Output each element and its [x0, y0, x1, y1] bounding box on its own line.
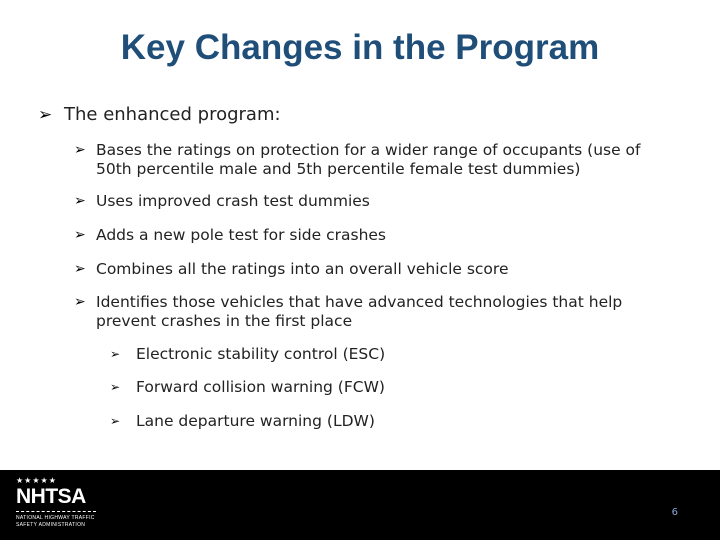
- sub-list-item: [110, 378, 385, 397]
- arrow-bullet-icon: ➢: [110, 380, 121, 394]
- list-item: [74, 293, 674, 331]
- list-item-text: [96, 141, 641, 179]
- arrow-bullet-icon: ➢: [38, 105, 53, 125]
- slide-title: Key Changes in the Program: [120, 28, 600, 67]
- footer-bar: [0, 470, 720, 540]
- list-item-text-line: 50th percentile male and 5th percentile female test dummies): [96, 160, 581, 178]
- sub-list-item-text: Electronic stability control (ESC): [136, 345, 386, 363]
- arrow-bullet-icon: ➢: [74, 294, 86, 310]
- nhtsa-logo: [16, 476, 100, 536]
- list-item-text: Combines all the ratings into an overall vehicle score: [96, 260, 509, 278]
- sub-list-item: [110, 345, 385, 364]
- list-item-text-line: Bases the ratings on protection for a wider range of occupants (use of: [96, 141, 641, 159]
- list-item-text: Adds a new pole test for side crashes: [96, 226, 387, 244]
- list-item-text-line: prevent crashes in the first place: [96, 312, 353, 330]
- list-item: [74, 226, 674, 245]
- logo-subtitle: [16, 515, 106, 529]
- sub-list-item-text: Lane departure warning (LDW): [136, 412, 375, 430]
- list-item: [74, 141, 674, 179]
- intro-bullet: [38, 103, 281, 127]
- arrow-bullet-icon: ➢: [74, 227, 86, 243]
- list-item-text: Uses improved crash test dummies: [96, 192, 370, 210]
- arrow-bullet-icon: ➢: [110, 414, 121, 428]
- arrow-bullet-icon: ➢: [74, 261, 86, 277]
- arrow-bullet-icon: ➢: [110, 347, 121, 361]
- list-item-text: [96, 293, 622, 331]
- logo-subtitle-line: NATIONAL HIGHWAY TRAFFIC: [16, 515, 95, 521]
- arrow-bullet-icon: ➢: [74, 193, 86, 209]
- logo-stars-icon: ★★★★★: [16, 476, 57, 485]
- list-item: [74, 192, 674, 211]
- sub-list-item-text: Forward collision warning (FCW): [136, 378, 385, 396]
- page-number: 6: [671, 507, 678, 518]
- list-item: [74, 260, 674, 279]
- list-item-text-line: Identifies those vehicles that have advanced technologies that help: [96, 293, 623, 311]
- arrow-bullet-icon: ➢: [74, 142, 86, 158]
- logo-divider: [16, 511, 96, 512]
- logo-wordmark: NHTSA: [16, 485, 86, 508]
- logo-subtitle-line: SAFETY ADMINISTRATION: [16, 522, 86, 528]
- sub-list-item: [110, 412, 375, 431]
- intro-text: The enhanced program:: [64, 104, 281, 125]
